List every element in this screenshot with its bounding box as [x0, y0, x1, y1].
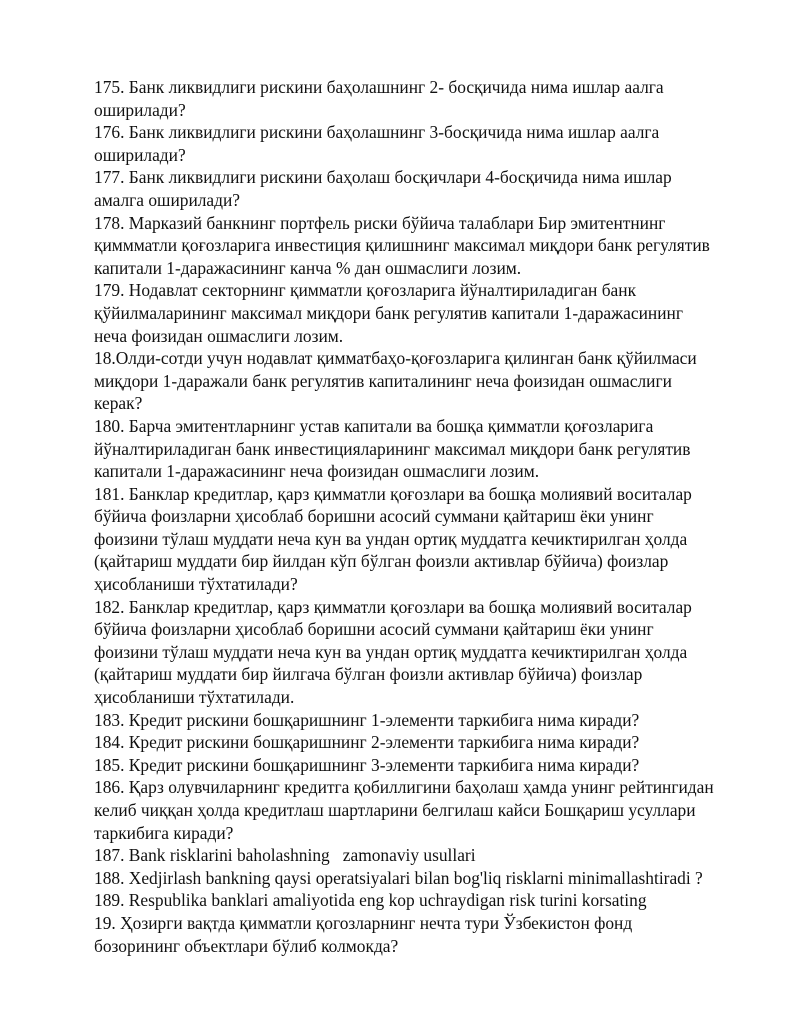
question-178: 178. Марказий банкнинг портфель риски бўйича талаблари Бир эмитентнинг қиммматли қоғозларига инвестиция қилишнинг максимал миқдори банк регулятив капитали 1-даражасининг канча % дан ошмаслиги лозим. — [94, 212, 710, 278]
question-180: 180. Барча эмитентларнинг устав капитали ва бошқа қимматли қоғозларига йўналтириладиган банк инвестицияларининг максимал миқдори банк регулятив капитали 1-даражасининг неча фоизидан ошмаслиги лозим. — [94, 415, 691, 482]
question-189: 189. Respublika banklari amaliyotida eng kop uchraydigan risk turini korsating — [94, 890, 647, 911]
question-19: 19. Ҳозирги вақтда қимматли қогозларнинг нечта тури Ўзбекистон фонд бозорининг объектлари бўлиб колмокда? — [94, 912, 633, 956]
question-187: 187. Bank risklarini baholashning zamonaviy usullari — [94, 845, 476, 866]
question-177: 177. Банк ликвидлиги рискини баҳолаш босқичлари 4-босқичида нима ишлар амалга оширилади? — [94, 167, 672, 210]
question-179: 179. Нодавлат секторнинг қимматли қоғозларига йўналтириладиган банк қўйилмаларининг максимал миқдори банк регулятив капитали 1-даражасининг неча фоизидан ошмаслиги лозим. — [94, 280, 683, 346]
question-176: 176. Банк ликвидлиги рискини баҳолашнинг 3-босқичида нима ишлар аалга оширилади? — [94, 122, 660, 165]
question-18: 18.Олди-сотди учун нодавлат қимматбаҳо-қоғозларига қилинган банк қўйилмаси миқдори 1-даражали банк регулятив капиталининг неча фоизидан ошмаслиги керак? — [94, 348, 697, 414]
question-183: 183. Кредит рискини бошқаришнинг 1-элементи таркибига нима киради? — [94, 709, 640, 730]
question-list — [94, 76, 714, 957]
question-181: 181. Банклар кредитлар, қарз қимматли қоғозлари ва бошқа молиявий воситалар бўйича фоизларни ҳисоблаб боришни асосий суммани қайтариш ёки унинг фоизини тўлаш муддати неча кун ва ундан ортиқ муддатга кечиктирилган ҳолда (қайтариш муддати бир йилдан кўп бўлган фоизли активлар бўйича) фоизлар ҳисобланиши тўхтатилади? — [94, 483, 692, 595]
question-185: 185. Кредит рискини бошқаришнинг 3-элементи таркибига нима киради? — [94, 754, 640, 775]
question-184: 184. Кредит рискини бошқаришнинг 2-элементи таркибига нима киради? — [94, 732, 640, 753]
question-186: 186. Қарз олувчиларнинг кредитга қобиллигини баҳолаш ҳамда унинг рейтингидан келиб чиққан ҳолда кредитлаш шартларини белгилаш кайси Бошқариш усуллари таркибига киради? — [94, 777, 714, 843]
question-182: 182. Банклар кредитлар, қарз қимматли қоғозлари ва бошқа молиявий воситалар бўйича фоизларни ҳисоблаб боришни асосий суммани қайтариш ёки унинг фоизини тўлаш муддати неча кун ва ундан ортиқ муддатга кечиктирилган ҳолда (қайтариш муддати бир йилгача бўлган фоизли активлар бўйича) фоизлар ҳисобланиши тўхтатилади. — [94, 596, 692, 708]
question-175: 175. Банк ликвидлиги рискини баҳолашнинг 2- босқичида нима ишлар аалга оширилади? — [94, 77, 664, 120]
question-188: 188. Xedjirlash bankning qaysi operatsiyalari bilan bog'liq risklarni minimallashtiradi ? — [94, 867, 703, 888]
